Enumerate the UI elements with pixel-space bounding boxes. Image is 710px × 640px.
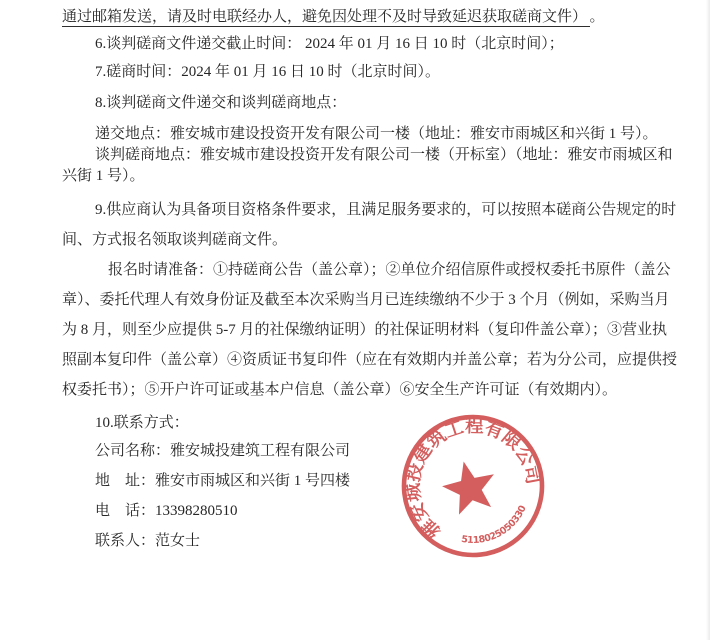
contact-line: 公司名称：雅安城投建筑工程有限公司 — [95, 443, 351, 459]
item-8-locations-heading: 8.谈判磋商文件递交和谈判磋商地点： — [95, 95, 347, 111]
seal-star — [438, 455, 501, 516]
location-block — [62, 124, 673, 187]
signup-requirements — [62, 255, 678, 405]
item-9-eligibility — [62, 195, 677, 255]
intro-suffix: 。 — [589, 9, 605, 25]
contact-line: 地 址：雅安市雨城区和兴街 1 号四楼 — [95, 473, 351, 489]
item-10-contact-heading: 10.联系方式： — [95, 415, 189, 431]
text-line: 照副本复印件（盖公章）④资质证书复印件（应在有效期内并盖公章；若为分公司，应提供授 — [62, 352, 678, 368]
seal-number: 5118025050330 — [460, 503, 529, 547]
intro-underlined-text: 通过邮箱发送，请及时电联经办人，避免因处理不及时导致延迟获取磋商文件） — [62, 9, 590, 27]
contact-line: 联系人：范女士 — [95, 533, 201, 549]
text-line: 9.供应商认为具备项目资格条件要求，且满足服务要求的，可以按照本磋商公告规定的时 — [95, 202, 677, 218]
text-line: 为 8 月，则至少应提供 5-7 月的社保缴纳证明）的社保证明材料（复印件盖公章）；③营业执 — [62, 322, 667, 338]
text-line: 章）、委托代理人有效身份证及截至本次采购当月已连续缴纳不少于 3 个月（例如，采购当月 — [62, 292, 670, 308]
text-line: 谈判磋商地点：雅安城市建设投资开发有限公司一楼（开标室）（地址：雅安市雨城区和 — [95, 147, 673, 163]
item-7-negotiation-time: 7.磋商时间：2024 年 01 月 16 日 10 时（北京时间）。 — [95, 64, 441, 80]
company-seal — [373, 386, 573, 586]
seal-company-name: 雅安城投建筑工程有限公司 — [402, 415, 544, 543]
text-line: 报名时请准备：①持磋商公告（盖公章）；②单位介绍信原件或授权委托书原件（盖公 — [108, 262, 671, 278]
item-6-deadline: 6.谈判磋商文件递交截止时间： 2024 年 01 月 16 日 10 时（北京时间）； — [95, 36, 564, 52]
text-line: 间、方式报名领取谈判磋商文件。 — [62, 232, 288, 248]
text-line: 递交地点：雅安城市建设投资开发有限公司一楼（地址：雅安市雨城区和兴街 1 号）。 — [95, 126, 658, 142]
contact-line: 电 话：13398280510 — [95, 503, 238, 519]
intro-line — [62, 7, 652, 27]
text-line: 权委托书）；⑤开户许可证或基本户信息（盖公章）⑥安全生产许可证（有效期内）。 — [62, 382, 618, 398]
svg-text:5118025050330 — [456, 500, 536, 557]
text-line: 兴街 1 号）。 — [62, 168, 145, 184]
